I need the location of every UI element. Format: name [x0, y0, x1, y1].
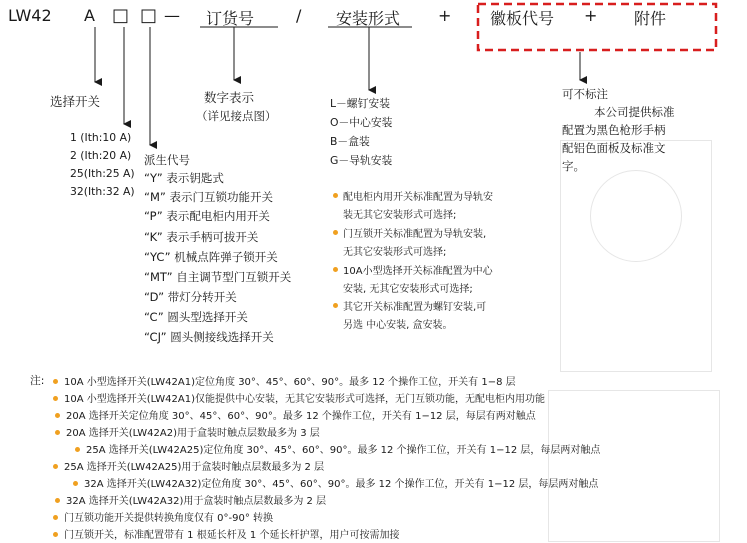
- select-switch-title: 选择开关: [50, 94, 101, 109]
- install-note-3-line-1: 10A小型选择开关标准配置为中心: [343, 266, 493, 277]
- escutcheon-note-line-3: 配铝色面板及标准文: [562, 141, 666, 155]
- rating-1: 1 (Ith:10 A): [70, 131, 132, 144]
- install-note-4-line-2: 另选 中心安装, 盒安装。: [343, 320, 453, 331]
- install-note-bullet: [333, 230, 338, 235]
- install-note-bullet: [333, 193, 338, 198]
- note-bullet: [55, 413, 60, 418]
- note-bullet: [53, 464, 58, 469]
- note-bullet: [75, 447, 80, 452]
- note-bullet: [53, 515, 58, 520]
- plus-separator-1: +: [438, 6, 452, 25]
- note-5: 25A 选择开关(LW42A25)定位角度 30°、45°、60°、90°。最多 12 个操作工位，开关有 1−12 层，每层两对触点: [86, 445, 601, 456]
- note-2: 10A 小型选择开关(LW42A1)仅能提供中心安装，无其它安装形式可选择，无门互锁功能，无配电柜内用功能: [64, 394, 546, 405]
- note-8: 32A 选择开关(LW42A32)用于盒装时触点层数最多为 2 层: [66, 496, 327, 507]
- note-9: 门互锁功能开关提供转换角度仅有 0°-90° 转换: [64, 513, 274, 524]
- derived-code-p: “P” 表示配电柜内用开关: [144, 209, 270, 223]
- install-type-b: B－盒装: [330, 135, 370, 148]
- rating-25: 25(Ith:25 A): [70, 167, 135, 180]
- derived-code-m: “M” 表示门互锁功能开关: [144, 190, 273, 204]
- digit-notation-title: 数字表示: [204, 90, 255, 105]
- rating-2: 2 (Ith:20 A): [70, 149, 132, 162]
- escutcheon-code-label: 徽板代号: [490, 9, 555, 28]
- derived-code-c: “C” 圆头型选择开关: [144, 310, 248, 324]
- code-box-1: □: [112, 5, 130, 26]
- note-bullet: [55, 498, 60, 503]
- note-1: 10A 小型选择开关(LW42A1)定位角度 30°、45°、60°、90°。最多 12 个操作工位，开关有 1−8 层: [64, 377, 516, 388]
- note-bullet: [73, 481, 78, 486]
- note-4: 20A 选择开关(LW42A2)用于盒装时触点层数最多为 3 层: [66, 428, 320, 439]
- escutcheon-note-title: 可不标注: [562, 87, 608, 101]
- code-dash: —: [164, 6, 180, 25]
- derived-code-d: “D” 带灯分转开关: [144, 290, 237, 304]
- escutcheon-note-line-2: 配置为黑色枪形手柄: [562, 123, 666, 137]
- slash-separator: /: [296, 6, 302, 25]
- derived-code-mt: “MT” 自主调节型门互锁开关: [144, 270, 292, 284]
- code-box-2: □: [140, 5, 158, 26]
- install-type-l: L－螺钉安装: [330, 97, 390, 110]
- install-note-1-line-1: 配电柜内用开关标准配置为导轨安: [343, 192, 493, 203]
- derived-code-yc: “YC” 机械点阵弹子锁开关: [144, 250, 278, 264]
- plus-separator-2: +: [584, 6, 598, 25]
- escutcheon-note-line-1: 本公司提供标准: [594, 105, 675, 119]
- install-note-1-line-2: 装无其它安装形式可选择;: [343, 210, 457, 221]
- note-bullet: [55, 430, 60, 435]
- model-code: LW42: [8, 6, 52, 25]
- escutcheon-note-line-4: 字。: [562, 159, 585, 173]
- note-7: 32A 选择开关(LW42A32)定位角度 30°、45°、60°、90°。最多 12 个操作工位，开关有 1−12 层，每层两对触点: [84, 479, 599, 490]
- install-note-bullet: [333, 303, 338, 308]
- install-type-g: G－导轨安装: [330, 154, 393, 167]
- install-note-2-line-1: 门互锁开关标准配置为导轨安装,: [343, 229, 487, 240]
- prefix-letter: A: [84, 6, 95, 25]
- derived-code-cj: “CJ” 圆头侧接线选择开关: [144, 330, 274, 344]
- rating-32: 32(Ith:32 A): [70, 185, 135, 198]
- derived-code-title: 派生代号: [144, 153, 190, 167]
- install-type-o: O－中心安装: [330, 116, 393, 129]
- order-number-label: 订货号: [206, 9, 255, 28]
- note-6: 25A 选择开关(LW42A25)用于盒装时触点层数最多为 2 层: [64, 462, 325, 473]
- note-bullet: [53, 396, 58, 401]
- accessory-label: 附件: [634, 9, 667, 28]
- notes-label: 注:: [30, 374, 45, 387]
- derived-code-y: “Y” 表示钥匙式: [144, 171, 224, 185]
- install-note-3-line-2: 安装, 无其它安装形式可选择;: [343, 284, 473, 295]
- note-bullet: [53, 532, 58, 537]
- note-10: 门互锁开关，标准配置带有 1 根延长杆及 1 个延长杆护罩，用户可按需加接: [64, 530, 400, 541]
- derived-code-k: “K” 表示手柄可拔开关: [144, 230, 259, 244]
- install-form-label: 安装形式: [336, 9, 401, 28]
- digit-notation-subtitle: （详见接点图）: [196, 109, 277, 123]
- note-bullet: [53, 379, 58, 384]
- install-note-bullet: [333, 267, 338, 272]
- note-3: 20A 选择开关定位角度 30°、45°、60°、90°。最多 12 个操作工位，开关有 1−12 层，每层有两对触点: [66, 411, 536, 422]
- install-note-4-line-1: 其它开关标准配置为螺钉安装,可: [343, 302, 487, 313]
- install-note-2-line-2: 无其它安装形式可选择;: [343, 247, 447, 258]
